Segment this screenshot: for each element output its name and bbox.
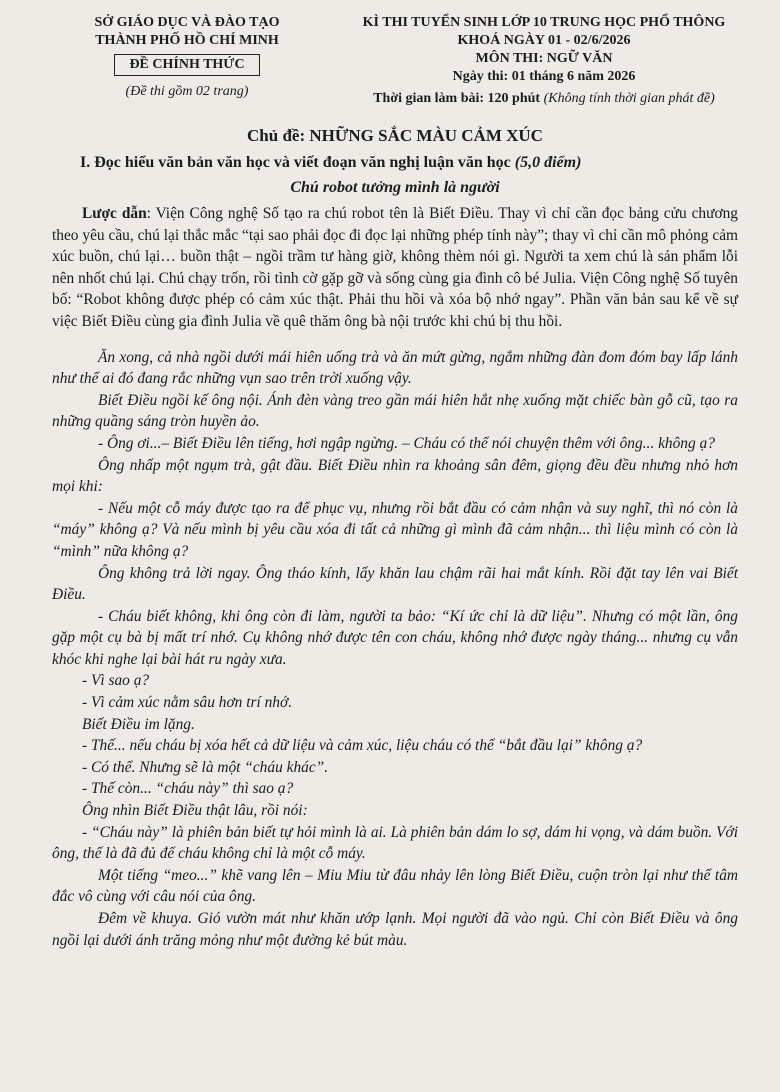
exam-date: Ngày thi: 01 tháng 6 năm 2026 bbox=[452, 69, 636, 84]
story-paragraph: - Nếu một cỗ máy được tạo ra để phục vụ, nhưng rồi bắt đầu có cảm nhận và suy nghĩ, thì nó còn là “máy” không ạ? Và nếu mình bị yêu cầu xóa đi tất cả những gì mình đã cảm nhận... thì liệu mình có còn là “mình” nữa không ạ? bbox=[52, 499, 738, 560]
section-heading bbox=[80, 154, 738, 172]
exam-session: KHOÁ NGÀY 01 - 02/6/2026 bbox=[457, 33, 631, 48]
exam-duration: Thời gian làm bài: 120 phút bbox=[373, 91, 541, 106]
story-paragraph: - Thế... nếu cháu bị xóa hết cả dữ liệu và cảm xúc, liệu cháu có thể “bắt đầu lại” không ạ? bbox=[82, 737, 643, 755]
story-paragraph: - Vì cảm xúc nằm sâu hơn trí nhớ. bbox=[82, 694, 293, 712]
dept-line-1: SỞ GIÁO DỤC VÀ ĐÀO TẠO bbox=[94, 15, 280, 30]
dept-line-2: THÀNH PHỐ HỒ CHÍ MINH bbox=[95, 33, 279, 48]
section-points: (5,0 điểm) bbox=[514, 154, 582, 171]
header-left bbox=[52, 14, 322, 108]
exam-duration-line bbox=[344, 90, 744, 108]
story-paragraph: - Thế còn... “cháu này” thì sao ạ? bbox=[82, 780, 294, 798]
story-paragraph: Ông nhấp một ngụm trà, gật đầu. Biết Điều nhìn ra khoảng sân đêm, giọng đều đều nhưng nhỏ hơn mọi khi: bbox=[52, 456, 738, 496]
topic-title: Chủ đề: NHỮNG SẮC MÀU CẢM XÚC bbox=[247, 126, 543, 145]
story-paragraph: Ông nhìn Biết Điều thật lâu, rồi nói: bbox=[82, 802, 308, 820]
summary-paragraph bbox=[52, 203, 738, 333]
section-title: I. Đọc hiểu văn bản văn học và viết đoạn văn nghị luận văn học bbox=[80, 154, 511, 171]
exam-subject: MÔN THI: NGỮ VĂN bbox=[475, 51, 613, 66]
story-paragraph: - Cháu biết không, khi ông còn đi làm, người ta bảo: “Kí ức chỉ là dữ liệu”. Nhưng có một lần, ông gặp một cụ bà bị mất trí nhớ. Cụ không nhớ được tên con cháu, không nhớ được ngày tháng... nhưng cụ vẫn khóc khi nghe lại bài hát ru ngày xưa. bbox=[52, 607, 738, 668]
exam-duration-note: (Không tính thời gian phát đề) bbox=[543, 91, 715, 106]
story-paragraph: - Có thể. Nhưng sẽ là một “cháu khác”. bbox=[82, 758, 329, 776]
story-paragraph: Biết Điều ngồi kế ông nội. Ánh đèn vàng treo gần mái hiên hắt nhẹ xuống mặt chiếc bàn gỗ cũ, tạo ra những quầng sáng tròn huyền ảo. bbox=[52, 391, 738, 431]
header-right bbox=[344, 14, 744, 108]
exam-header bbox=[52, 14, 738, 108]
pages-note: (Đề thi gồm 02 trang) bbox=[125, 84, 249, 99]
story-paragraph: - Vì sao ạ? bbox=[82, 672, 150, 690]
story-paragraph: Đêm về khuya. Gió vườn mát như khăn ướp lạnh. Mọi người đã vào ngủ. Chỉ còn Biết Điều và ông ngồi lại dưới ánh trăng mỏng như một đường kẻ bút màu. bbox=[52, 910, 738, 949]
story-paragraph: Biết Điều im lặng. bbox=[82, 715, 195, 733]
exam-title: KÌ THI TUYỂN SINH LỚP 10 TRUNG HỌC PHỔ THÔNG bbox=[362, 15, 726, 30]
story-paragraph: - “Cháu này” là phiên bản biết tự hỏi mình là ai. Là phiên bản dám lo sợ, dám hi vọng, và dám buồn. Với ông, thế là đã đủ để cháu không chỉ là một cỗ máy. bbox=[52, 823, 738, 863]
story-paragraph: - Ông ơi...– Biết Điều lên tiếng, hơi ngập ngừng. – Cháu có thể nói chuyện thêm với ông... không ạ? bbox=[98, 434, 715, 452]
story-paragraph: Một tiếng “meo...” khẽ vang lên – Miu Miu từ đâu nhảy lên lòng Biết Điều, cuộn tròn lại như thể tâm đắc vô cùng với câu nói của ông. bbox=[52, 866, 738, 906]
story-paragraph: Ông không trả lời ngay. Ông tháo kính, lấy khăn lau chậm rãi hai mắt kính. Rồi đặt tay lên vai Biết Điều. bbox=[52, 564, 738, 604]
summary-label: Lược dẫn bbox=[82, 205, 147, 222]
summary-text: : Viện Công nghệ Số tạo ra chú robot tên là Biết Điều. Thay vì chỉ cần đọc bảng cửu chương theo yêu cầu, chú lại thắc mắc “tại sao phải đọc đi đọc lại những phép tính này”; thay vì chỉ cần mô phỏng cảm xúc buồn, chú lại… buồn thật – ngồi trầm tư hàng giờ, không thèm nói gì. Người ta xem chú là sản phẩm lỗi nên nhốt chú lại. Chú chạy trốn, rồi tình cờ gặp gỡ và sống cùng gia đình cô bé Julia. Viện Công nghệ Số tuyên bố: “Robot không được phép có cảm xúc thật. Phải thu hồi và xóa bộ nhớ ngay”. Phần văn bản sau kể về sự việc Biết Điều cùng gia đình Julia về quê thăm ông bà nội trước khi chú bị thu hồi. bbox=[52, 205, 738, 330]
story-body bbox=[52, 347, 738, 952]
story-title: Chú robot tưởng mình là người bbox=[290, 179, 500, 196]
official-label: ĐỀ CHÍNH THỨC bbox=[114, 54, 259, 76]
story-paragraph: Ăn xong, cả nhà ngồi dưới mái hiên uống trà và ăn mứt gừng, ngắm những đàn đom đóm bay lấp lánh như thể ai đó đang rắc những vụn sao trên trời xuống vậy. bbox=[52, 348, 738, 388]
